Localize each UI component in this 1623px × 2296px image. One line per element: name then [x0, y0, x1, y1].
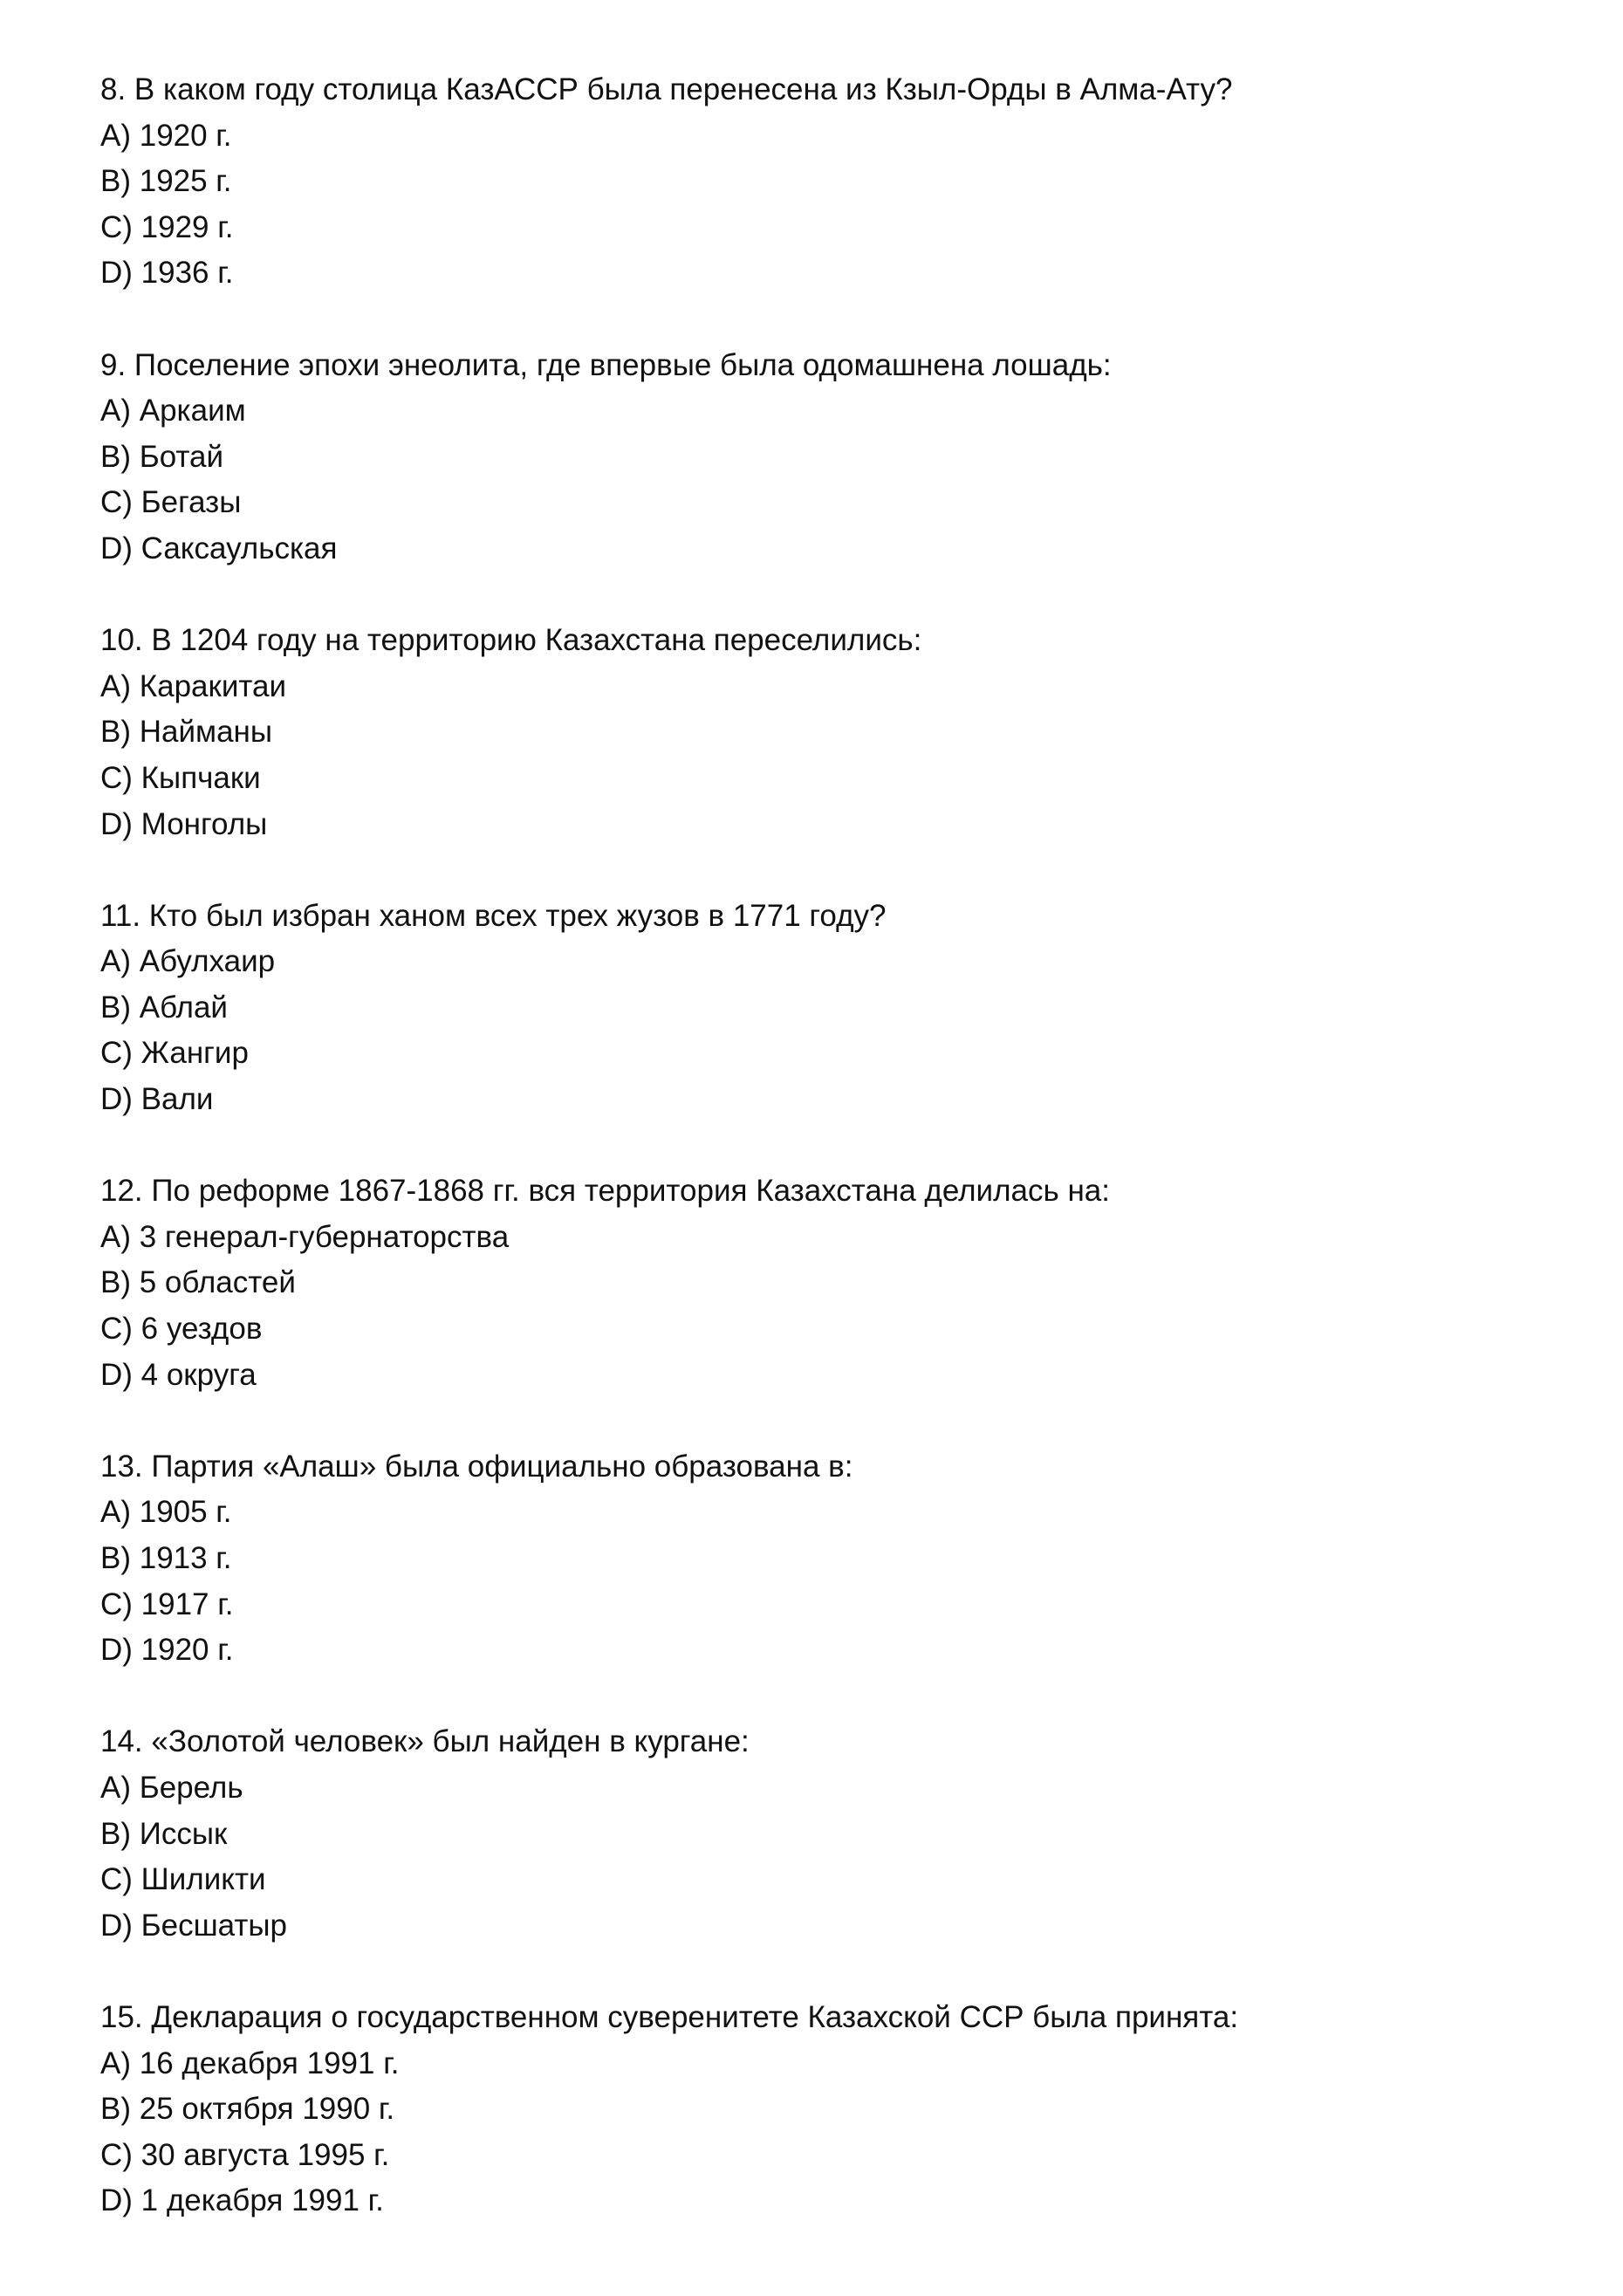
answer-option: B) 1925 г. — [100, 164, 232, 199]
question-block — [100, 1719, 1584, 1949]
answer-option: D) Монголы — [100, 806, 268, 841]
answer-option: A) 16 декабря 1991 г. — [100, 2046, 400, 2080]
answer-option: A) 3 генерал-губернаторства — [100, 1219, 510, 1254]
quiz-document — [100, 67, 1584, 2271]
answer-option: A) Аркаим — [100, 394, 246, 428]
answer-option: D) 1 декабря 1991 г. — [100, 2183, 384, 2218]
answer-option: C) 1917 г. — [100, 1587, 234, 1621]
answer-option: B) Аблай — [100, 990, 228, 1025]
answer-option: D) 1920 г. — [100, 1633, 234, 1668]
answer-option: D) Саксаульская — [100, 531, 338, 565]
answer-option: C) Бегазы — [100, 485, 242, 520]
answer-option: A) Абулхаир — [100, 944, 276, 979]
question-block — [100, 1169, 1584, 1398]
question-block — [100, 894, 1584, 1123]
question-text: 11. Кто был избран ханом всех трех жузов в 1771 году? — [100, 898, 887, 933]
question-text: 10. В 1204 году на территорию Казахстана переселились: — [100, 623, 922, 658]
answer-option: D) 1936 г. — [100, 256, 234, 291]
answer-option: C) 30 августа 1995 г. — [100, 2137, 390, 2172]
answer-option: C) Шиликти — [100, 1862, 266, 1897]
question-text: 12. По реформе 1867-1868 гг. вся территория Казахстана делилась на: — [100, 1174, 1110, 1209]
answer-option: B) 25 октября 1990 г. — [100, 2092, 395, 2127]
answer-option: D) Вали — [100, 1082, 214, 1117]
question-block — [100, 1995, 1584, 2224]
answer-option: B) 1913 г. — [100, 1541, 232, 1575]
answer-option: A) Берель — [100, 1770, 243, 1805]
answer-option: A) 1905 г. — [100, 1495, 232, 1530]
answer-option: B) Иссык — [100, 1816, 228, 1851]
question-block — [100, 618, 1584, 847]
answer-option: C) 1929 г. — [100, 209, 234, 244]
answer-option: C) Жангир — [100, 1036, 249, 1071]
answer-option: B) 5 областей — [100, 1265, 296, 1300]
question-text: 9. Поселение эпохи энеолита, где впервые была одомашнена лошадь: — [100, 347, 1112, 382]
question-block — [100, 67, 1584, 297]
answer-option: A) Каракитаи — [100, 668, 287, 703]
answer-option: B) Найманы — [100, 715, 273, 750]
question-text: 14. «Золотой человек» был найден в кургане: — [100, 1724, 750, 1759]
answer-option: D) 4 округа — [100, 1357, 257, 1392]
answer-option: D) Бесшатыр — [100, 1908, 288, 1943]
question-text: 8. В каком году столица КазАССР была перенесена из Кзыл-Орды в Алма-Ату? — [100, 72, 1233, 106]
answer-option: C) 6 уездов — [100, 1312, 263, 1347]
answer-option: B) Ботай — [100, 439, 224, 474]
question-text: 13. Партия «Алаш» была официально образована в: — [100, 1449, 853, 1484]
question-block — [100, 1444, 1584, 1674]
question-text: 15. Декларация о государственном суверенитете Казахской ССР была принята: — [100, 1999, 1239, 2034]
answer-option: A) 1920 г. — [100, 118, 232, 153]
question-block — [100, 343, 1584, 572]
answer-option: C) Кыпчаки — [100, 760, 261, 795]
